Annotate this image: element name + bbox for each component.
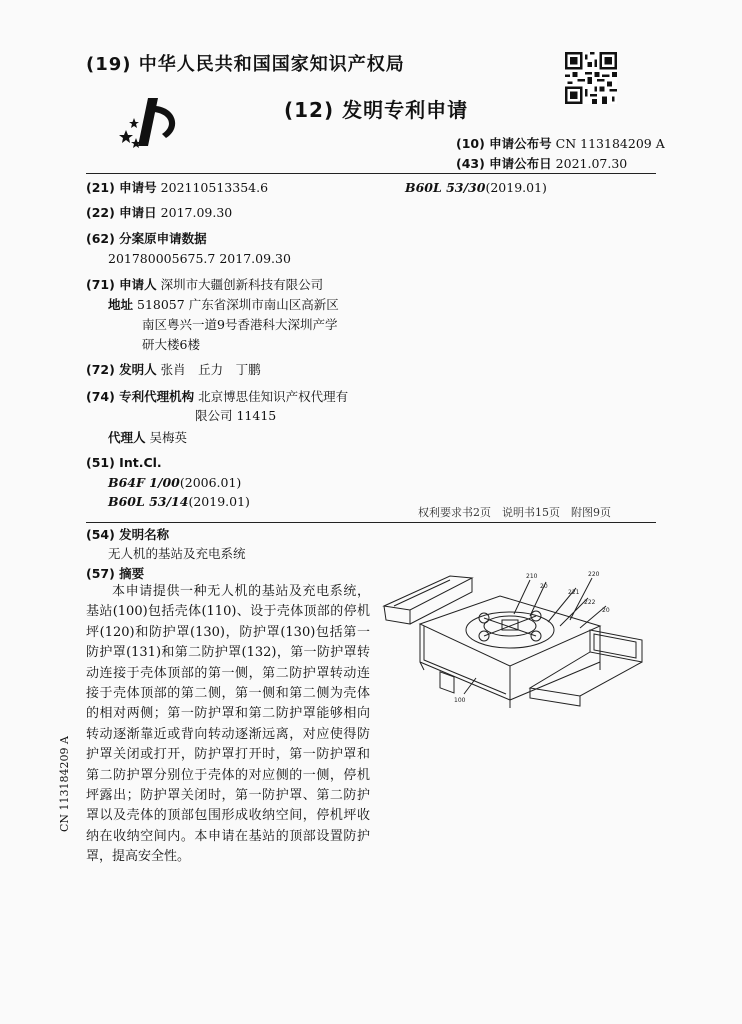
- figure-label: 210: [526, 573, 538, 580]
- inventor-row: [86, 360, 261, 380]
- division-label: (62) 分案原申请数据: [86, 231, 207, 246]
- application-date-row: [86, 203, 232, 223]
- intcl-label: (51) Int.Cl.: [86, 455, 162, 470]
- figure-label: 221: [568, 589, 580, 596]
- address-line-1: 518057 广东省深圳市南山区高新区: [137, 297, 339, 312]
- header-rule: [86, 173, 656, 174]
- application-date-label: (22) 申请日: [86, 205, 157, 220]
- agency-label: (74) 专利代理机构: [86, 389, 195, 404]
- publication-number: CN 113184209 A: [555, 136, 665, 151]
- publication-date: 2021.07.30: [555, 156, 628, 171]
- ipc-right-code: B60L 53/30: [405, 180, 486, 195]
- application-number: 202110513354.6: [160, 180, 269, 195]
- patent-office-logo-icon: [118, 94, 190, 150]
- ipc-right-year: (2019.01): [485, 180, 547, 195]
- publication-date-row: [456, 154, 627, 172]
- invention-title: 无人机的基站及充电系统: [108, 546, 246, 561]
- publication-number-row: [456, 134, 665, 152]
- applicant: 深圳市大疆创新科技有限公司: [160, 277, 324, 292]
- application-number-label: (21) 申请号: [86, 180, 157, 195]
- application-date: 2017.09.30: [160, 205, 233, 220]
- abstract-text: 本申请提供一种无人机的基站及充电系统，基站(100)包括壳体(110)、设于壳体顶部的停机坪(120)和防护罩(130)，防护罩(130)包括第一防护罩(131)和第二防护罩(132)，第一防护罩转动连接于壳体顶部的第一侧，第二防护罩转动连接于壳体顶部的第二侧，第一侧和第二侧为壳体的相对两侧；第一防护罩和第二防护罩能够相向转动逐渐靠近或背向转动逐渐远离，对应使得防护罩关闭或打开，防护罩打开时，第一防护罩和第二防护罩分别位于壳体的对应侧的一侧，停机坪露出；防护罩关闭时，第一防护罩、第二防护罩以及壳体的顶部包围形成收纳空间，停机坪收纳在收纳空间内。本申请在基站的顶部设置防护罩，提高安全性。: [86, 584, 370, 865]
- applicant-row: [86, 275, 323, 295]
- qr-code-icon: [565, 52, 617, 104]
- division-value: 201780005675.7 2017.09.30: [108, 251, 291, 266]
- intcl-2-code: B60L 53/14: [108, 494, 189, 509]
- agent: 吴梅英: [149, 430, 188, 445]
- intcl-2: [108, 492, 250, 512]
- abstract-label: (57) 摘要: [86, 566, 145, 581]
- figure-label: 100: [454, 697, 466, 704]
- abstract-label-row: [86, 564, 144, 584]
- figure-label: 220: [588, 571, 600, 578]
- figure-label: 20: [602, 607, 610, 614]
- office-name: (19) 中华人民共和国国家知识产权局: [86, 54, 405, 75]
- inventor-label: (72) 发明人: [86, 362, 157, 377]
- ipc-right-row: [405, 178, 547, 198]
- agency-line-2: 限公司 11415: [195, 408, 277, 423]
- address-line-2: 南区粤兴一道9号香港科大深圳产学: [142, 317, 338, 332]
- intcl-1: [108, 473, 241, 493]
- agent-label: 代理人: [108, 430, 146, 445]
- agent-row: [108, 428, 187, 448]
- figure-label: 20: [540, 583, 548, 590]
- agency-line-1: 北京博思佳知识产权代理有: [198, 389, 349, 404]
- base-station-drawing: [380, 566, 650, 710]
- section-rule: [86, 522, 656, 523]
- address-row: [108, 295, 339, 315]
- inventors: 张肖 丘力 丁鹏: [160, 362, 261, 377]
- agency-row: [86, 387, 348, 407]
- title-label-row: [86, 525, 169, 545]
- title-label: (54) 发明名称: [86, 527, 170, 542]
- side-publication-number: CN 113184209 A: [58, 736, 71, 832]
- document-type: (12) 发明专利申请: [284, 98, 469, 122]
- publication-date-label: (43) 申请公布日: [456, 156, 552, 171]
- division-row: [86, 229, 207, 249]
- figure-label: 222: [584, 599, 596, 606]
- address-label: 地址: [108, 297, 134, 312]
- application-number-row: [86, 178, 268, 198]
- intcl-2-year: (2019.01): [188, 494, 250, 509]
- address-line-3: 研大楼6楼: [142, 337, 200, 352]
- intcl-1-year: (2006.01): [179, 475, 242, 490]
- page-counts: 权利要求书2页 说明书15页 附图9页: [418, 506, 611, 519]
- intcl-row: [86, 453, 162, 473]
- publication-number-label: (10) 申请公布号: [456, 136, 552, 151]
- applicant-label: (71) 申请人: [86, 277, 157, 292]
- intcl-1-code: B64F 1/00: [108, 475, 180, 490]
